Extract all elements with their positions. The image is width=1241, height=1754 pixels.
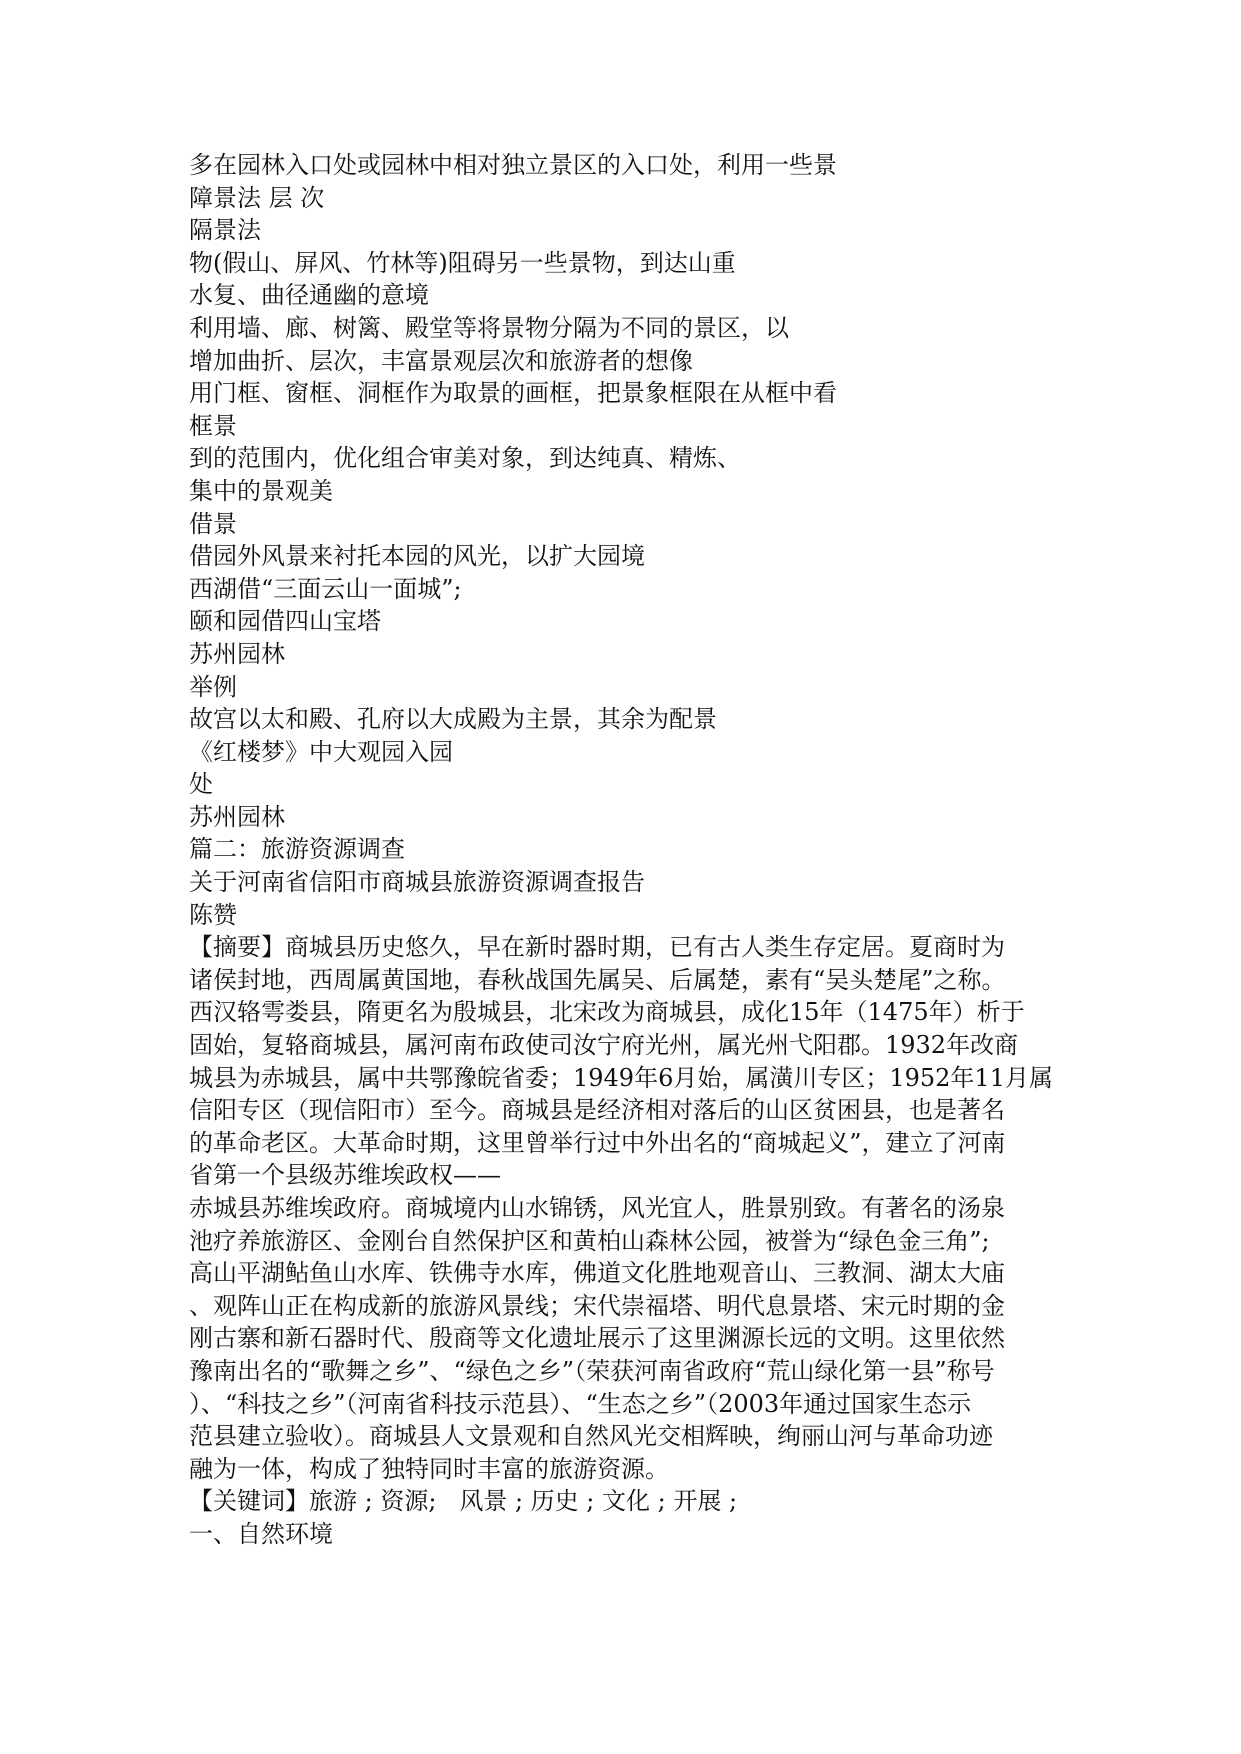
text-line: 障景法 层 次 xyxy=(189,183,325,212)
abstract-line: 范县建立验收）。商城县人文景观和自然风光交相辉映，绚丽山河与革命功迹 xyxy=(189,1422,993,1451)
text-line: 处 xyxy=(189,770,213,799)
abstract-line: 的革命老区。大革命时期，这里曾举行过中外出名的“商城起义”，建立了河南 xyxy=(189,1128,1006,1157)
text-line: 故宫以太和殿、孔府以大成殿为主景，其余为配景 xyxy=(189,705,717,734)
abstract-line: 刚古寨和新石器时代、殷商等文化遗址展示了这里渊源长远的文明。这里依然 xyxy=(189,1324,1005,1353)
text-line: 苏州园林 xyxy=(189,802,285,831)
author-name: 陈赞 xyxy=(189,900,237,929)
abstract-line: 池疗养旅游区、金刚台自然保护区和黄柏山森林公园，被誉为“绿色金三角”; xyxy=(189,1226,990,1255)
abstract-line: 诸侯封地，西周属黄国地，春秋战国先属吴、后属楚，素有“吴头楚尾”之称。 xyxy=(189,965,1006,994)
abstract-line: 融为一体，构成了独特同时丰富的旅游资源。 xyxy=(189,1454,669,1483)
text-line: 颐和园借四山宝塔 xyxy=(189,607,381,636)
text-line: 举例 xyxy=(189,672,237,701)
text-line: 用门框、窗框、洞框作为取景的画框，把景象框限在从框中看 xyxy=(189,379,837,408)
abstract-line: 固始，复辂商城县，属河南布政使司汝宁府光州，属光州弋阳郡。1932年改商 xyxy=(189,1031,1019,1060)
text-line: 借景 xyxy=(189,509,237,538)
text-line: 苏州园林 xyxy=(189,639,285,668)
text-line: 《红楼梦》中大观园入园 xyxy=(189,737,453,766)
abstract-line: ）、“科技之乡”（河南省科技示范县）、“生态之乡”（2003年通过国家生态示 xyxy=(189,1389,972,1418)
text-line: 水复、曲径通幽的意境 xyxy=(189,281,429,310)
text-line: 集中的景观美 xyxy=(189,476,333,505)
document-page xyxy=(189,149,1069,1551)
abstract-line: 、观阵山正在构成新的旅游风景线；宋代崇福塔、明代息景塔、宋元时期的金 xyxy=(189,1291,1005,1320)
text-line: 到的范围内，优化组合审美对象，到达纯真、精炼、 xyxy=(189,444,741,473)
report-title: 关于河南省信阳市商城县旅游资源调查报告 xyxy=(189,868,645,897)
abstract-line: 赤城县苏维埃政府。商城境内山水锦锈，风光宜人，胜景别致。有著名的汤泉 xyxy=(189,1194,1005,1222)
section-heading: 一、自然环境 xyxy=(189,1519,333,1548)
text-line: 西湖借“三面云山一面城”; xyxy=(189,574,462,603)
text-line: 框景 xyxy=(189,411,237,440)
text-line: 借园外风景来衬托本园的风光，以扩大园境 xyxy=(189,542,645,571)
keywords-line: 【关键词】旅游 ; 资源; 风景 ; 历史 ; 文化 ; 开展 ; xyxy=(189,1487,738,1516)
text-line: 利用墙、廊、树篱、殿堂等将景物分隔为不同的景区，以 xyxy=(189,313,789,342)
abstract-line: 【摘要】商城县历史悠久，早在新时器时期，已有古人类生存定居。夏商时为 xyxy=(189,933,1005,962)
section-title: 篇二：旅游资源调查 xyxy=(189,835,405,864)
abstract-line: 信阳专区（现信阳市）至今。商城县是经济相对落后的山区贫困县，也是著名 xyxy=(189,1096,1005,1125)
abstract-line: 城县为赤城县，属中共鄂豫皖省委；1949年6月始，属潢川专区；1952年11月属 xyxy=(189,1063,1053,1092)
abstract-line: 西汉辂雩娄县，隋更名为殷城县，北宋改为商城县，成化15年（1475年）析于 xyxy=(189,998,1025,1027)
abstract-line: 豫南出名的“歌舞之乡”、“绿色之乡”（荣获河南省政府“荒山绿化第一县”称号 xyxy=(189,1356,995,1385)
abstract-line: 高山平湖鲇鱼山水库、铁佛寺水库，佛道文化胜地观音山、三教洞、湖太大庙 xyxy=(189,1259,1005,1288)
text-line: 物(假山、屏风、竹林等)阻碍另一些景物，到达山重 xyxy=(189,248,736,277)
text-line: 多在园林入口处或园林中相对独立景区的入口处，利用一些景 xyxy=(189,151,837,179)
text-line: 增加曲折、层次，丰富景观层次和旅游者的想像 xyxy=(189,346,693,375)
abstract-line: 省第一个县级苏维埃政权—— xyxy=(189,1161,501,1190)
text-line: 隔景法 xyxy=(189,216,261,245)
